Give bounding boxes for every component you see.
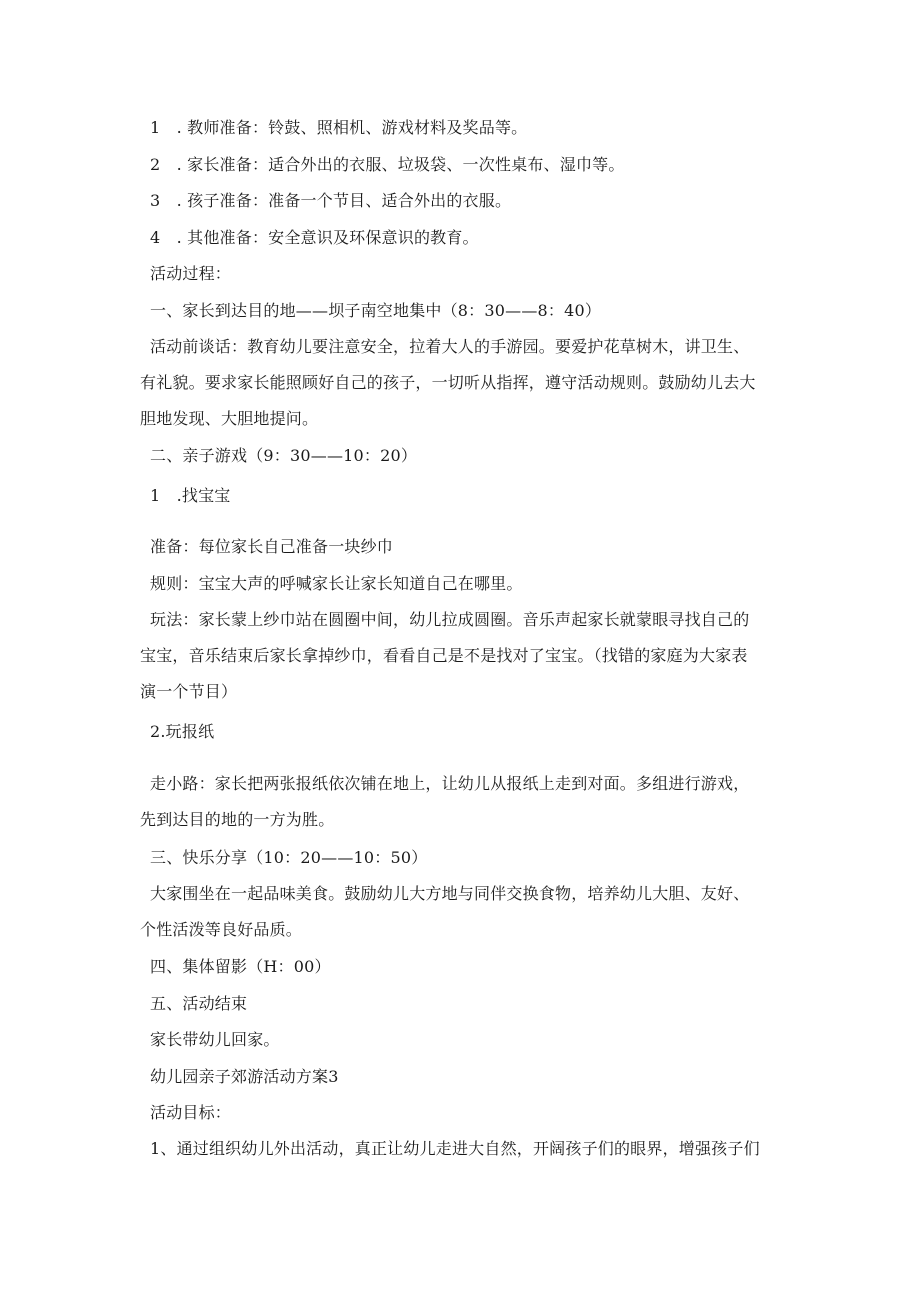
- step-2-heading: 二、亲子游戏（9：30——10：20）: [150, 446, 418, 465]
- paragraph-line: 玩法：家长蒙上纱巾站在圆圈中间，幼儿拉成圆圈。音乐声起家长就蒙眼寻找自己的: [150, 610, 750, 629]
- game-1-prep: 准备：每位家长自己准备一块纱巾: [150, 537, 394, 556]
- paragraph-line: 走小路：家长把两张报纸依次铺在地上，让幼儿从报纸上走到对面。多组进行游戏，: [150, 774, 750, 793]
- step-3-heading: 三、快乐分享（10：20——10：50）: [150, 848, 428, 867]
- game-2-title: 2.玩报纸: [150, 722, 215, 741]
- paragraph-line: 家长带幼儿回家。: [150, 1030, 280, 1049]
- step-1-heading: 一、家长到达目的地——坝子南空地集中（8：30——8：40）: [150, 301, 602, 320]
- paragraph-line: 1、通过组织幼儿外出活动，真正让幼儿走进大自然，开阔孩子们的眼界，增强孩子们: [150, 1139, 760, 1158]
- paragraph-line: 演一个节目）: [140, 682, 238, 701]
- prep-children: 3 . 孩子准备：准备一个节目、适合外出的衣服。: [150, 191, 512, 210]
- paragraph-line: 先到达目的地的一方为胜。: [140, 810, 335, 829]
- section-heading-goals: 活动目标：: [150, 1103, 232, 1122]
- paragraph-line: 个性活泼等良好品质。: [140, 920, 303, 939]
- plan-title: 幼儿园亲子郊游活动方案3: [150, 1067, 339, 1086]
- paragraph-line: 活动前谈话：教育幼儿要注意安全，拉着大人的手游园。要爱护花草树木，讲卫生、: [150, 337, 750, 356]
- paragraph-line: 宝宝，音乐结束后家长拿掉纱巾，看看自己是不是找对了宝宝。（找错的家庭为大家表: [140, 646, 748, 665]
- game-1-title: 1 .找宝宝: [150, 486, 231, 505]
- paragraph-line: 有礼貌。要求家长能照顾好自己的孩子，一切听从指挥，遵守活动规则。鼓励幼儿去大: [140, 373, 756, 392]
- section-heading-process: 活动过程：: [150, 264, 232, 283]
- step-4-heading: 四、集体留影（H：00）: [150, 957, 331, 976]
- paragraph-line: 大家围坐在一起品味美食。鼓励幼儿大方地与同伴交换食物，培养幼儿大胆、友好、: [150, 884, 750, 903]
- prep-other: 4 . 其他准备：安全意识及环保意识的教育。: [150, 228, 479, 247]
- prep-teacher: 1 . 教师准备：铃鼓、照相机、游戏材料及奖品等。: [150, 118, 528, 137]
- paragraph-line: 胆地发现、大胆地提问。: [140, 409, 319, 428]
- game-1-rules: 规则：宝宝大声的呼喊家长让家长知道自己在哪里。: [150, 574, 523, 593]
- prep-parents: 2 . 家长准备：适合外出的衣服、垃圾袋、一次性桌布、湿巾等。: [150, 155, 625, 174]
- step-5-heading: 五、活动结束: [150, 994, 248, 1013]
